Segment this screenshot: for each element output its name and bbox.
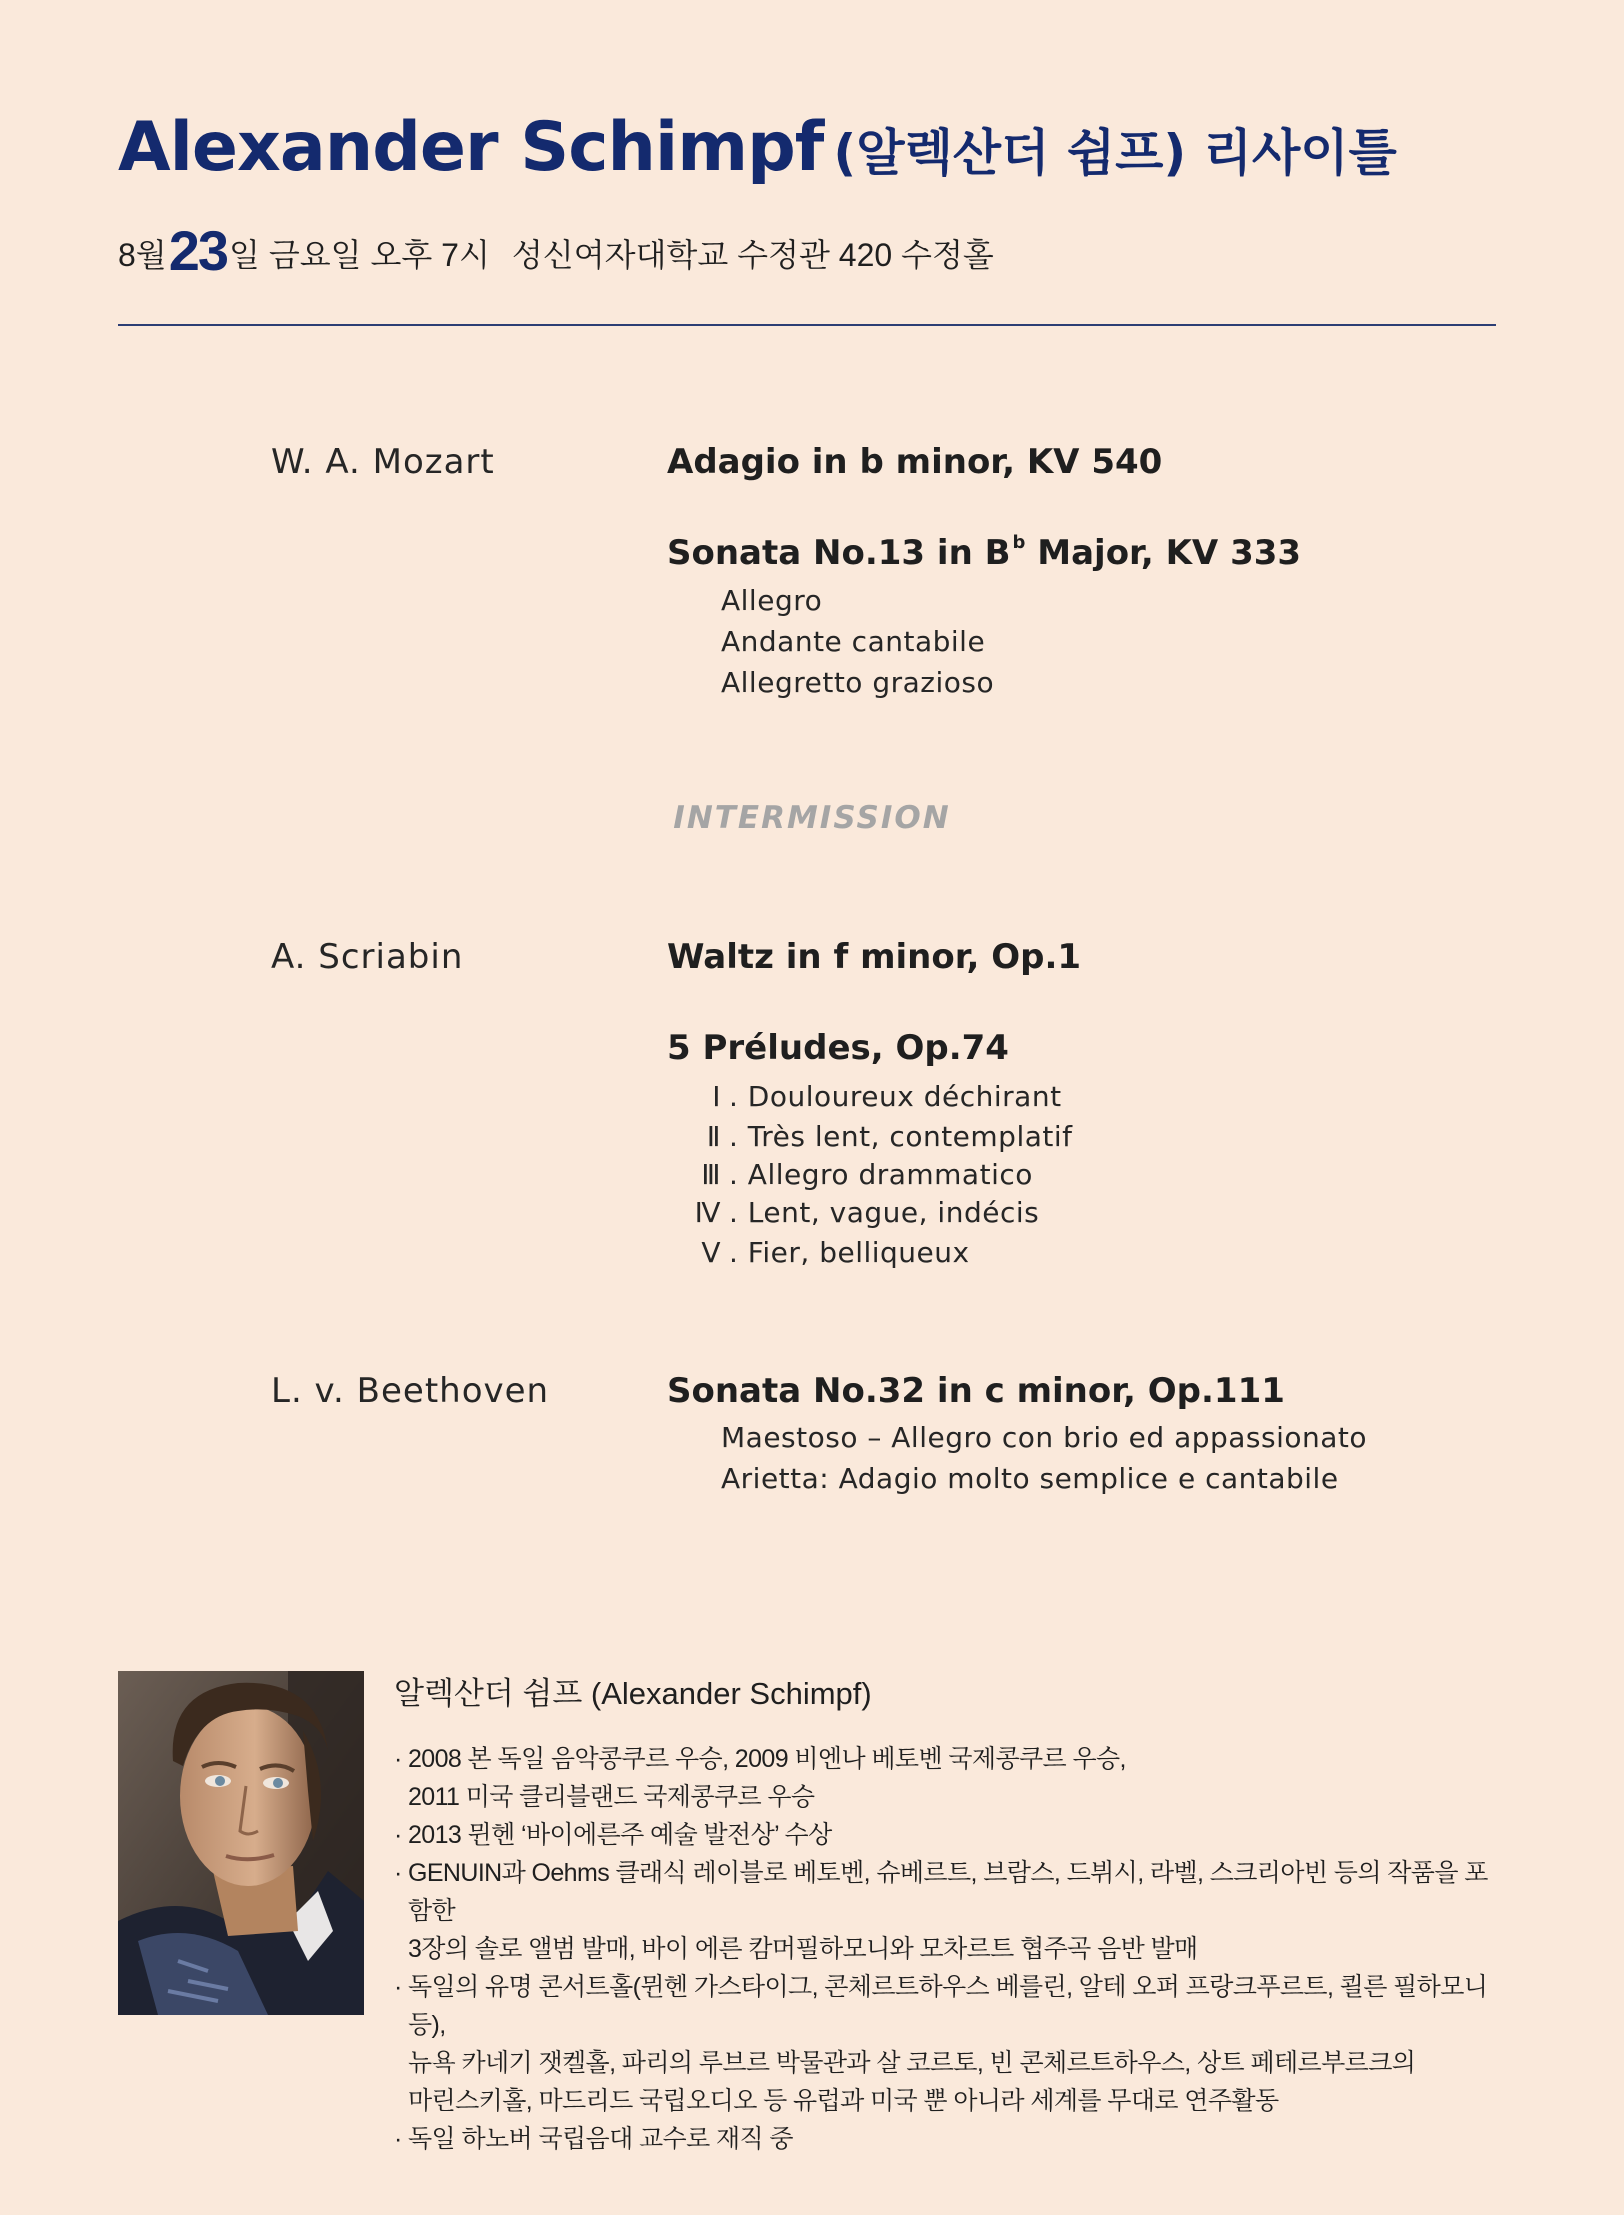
venue: 성신여자대학교 수정관 420 수정홀 <box>511 237 994 273</box>
composer-mozart: W. A. Mozart <box>271 442 495 482</box>
movement-title: . Allegro drammatico <box>729 1158 1033 1191</box>
movement: Arietta: Adagio molto semplice e cantabile <box>721 1462 1339 1495</box>
movement-title: . Très lent, contemplatif <box>729 1120 1073 1153</box>
movement <box>681 1236 970 1269</box>
date-month: 8월 <box>118 237 167 273</box>
page-title <box>118 108 1397 187</box>
roman-numeral: Ⅱ <box>706 1120 721 1153</box>
artist-portrait-photo <box>118 1671 364 2015</box>
bio-item: · 독일 하노버 국립음대 교수로 재직 중 <box>394 2120 1504 2158</box>
movement: Allegro <box>721 584 823 617</box>
date-weekday-time: 일 금요일 오후 7시 <box>229 237 490 273</box>
roman-numeral: Ⅰ <box>712 1080 721 1113</box>
bio-item: · GENUIN과 Oehms 클래식 레이블로 베토벤, 슈베르트, 브람스, 드뷔시, 라벨, 스크리아빈 등의 작품을 포함한 3장의 솔로 앨범 발매, 바이 에른 캄머필하모니와 모차르트 협주곡 음반 발매 <box>394 1854 1504 1968</box>
movement <box>681 1158 1033 1191</box>
bio-title: 알렉산더 쉼프 (Alexander Schimpf) <box>394 1676 872 1711</box>
roman-numeral: Ⅴ <box>701 1236 721 1269</box>
composer-beethoven: L. v. Beethoven <box>271 1371 550 1411</box>
work-scriabin-waltz: Waltz in f minor, Op.1 <box>667 937 1082 977</box>
work-mozart-sonata-pre: Sonata No.13 in B <box>667 533 1011 573</box>
date-venue-line <box>118 218 994 283</box>
flat-superscript: b <box>1012 532 1026 553</box>
movement: Maestoso – Allegro con brio ed appassionato <box>721 1421 1368 1454</box>
movement-title: . Fier, belliqueux <box>729 1236 970 1269</box>
title-korean: (알렉산더 쉼프) 리사이틀 <box>833 124 1397 182</box>
bio-item: · 2013 뮌헨 ‘바이에른주 예술 발전상’ 수상 <box>394 1816 1504 1854</box>
intermission-label: INTERMISSION <box>673 800 951 836</box>
work-scriabin-preludes: 5 Préludes, Op.74 <box>667 1028 1009 1068</box>
date-day: 23 <box>168 219 228 282</box>
movement <box>681 1120 1073 1153</box>
movement: Allegretto grazioso <box>721 666 995 699</box>
movement <box>681 1196 1039 1229</box>
movement <box>681 1080 1062 1113</box>
bio-item: · 2008 본 독일 음악콩쿠르 우승, 2009 비엔나 베토벤 국제콩쿠르 우승, 2011 미국 클리블랜드 국제콩쿠르 우승 <box>394 1740 1504 1816</box>
roman-numeral: Ⅳ <box>694 1196 721 1229</box>
bio-list <box>394 1740 1504 2158</box>
work-mozart-sonata-post: Major, KV 333 <box>1037 533 1302 573</box>
bio-item: · 독일의 유명 콘서트홀(뮌헨 가스타이그, 콘체르트하우스 베를린, 알테 오퍼 프랑크푸르트, 쾰른 필하모니 등), 뉴욕 카네기 잿켈홀, 파리의 루브르 박물관과 살 코르토, 빈 콘체르트하우스, 상트 페테르부르크의 마린스키홀, 마드리드 국립오디오 등 유럽과 미국 뿐 아니라 세계를 무대로 연주활동 <box>394 1968 1504 2120</box>
work-beethoven-sonata: Sonata No.32 in c minor, Op.111 <box>667 1371 1285 1411</box>
composer-scriabin: A. Scriabin <box>271 937 464 977</box>
movement: Andante cantabile <box>721 625 986 658</box>
movement-title: . Douloureux déchirant <box>729 1080 1062 1113</box>
roman-numeral: Ⅲ <box>701 1158 721 1191</box>
work-mozart-sonata <box>667 532 1301 573</box>
header-divider <box>118 324 1496 326</box>
title-english: Alexander Schimpf <box>118 108 824 187</box>
work-mozart-adagio: Adagio in b minor, KV 540 <box>667 442 1163 482</box>
movement-title: . Lent, vague, indécis <box>729 1196 1040 1229</box>
